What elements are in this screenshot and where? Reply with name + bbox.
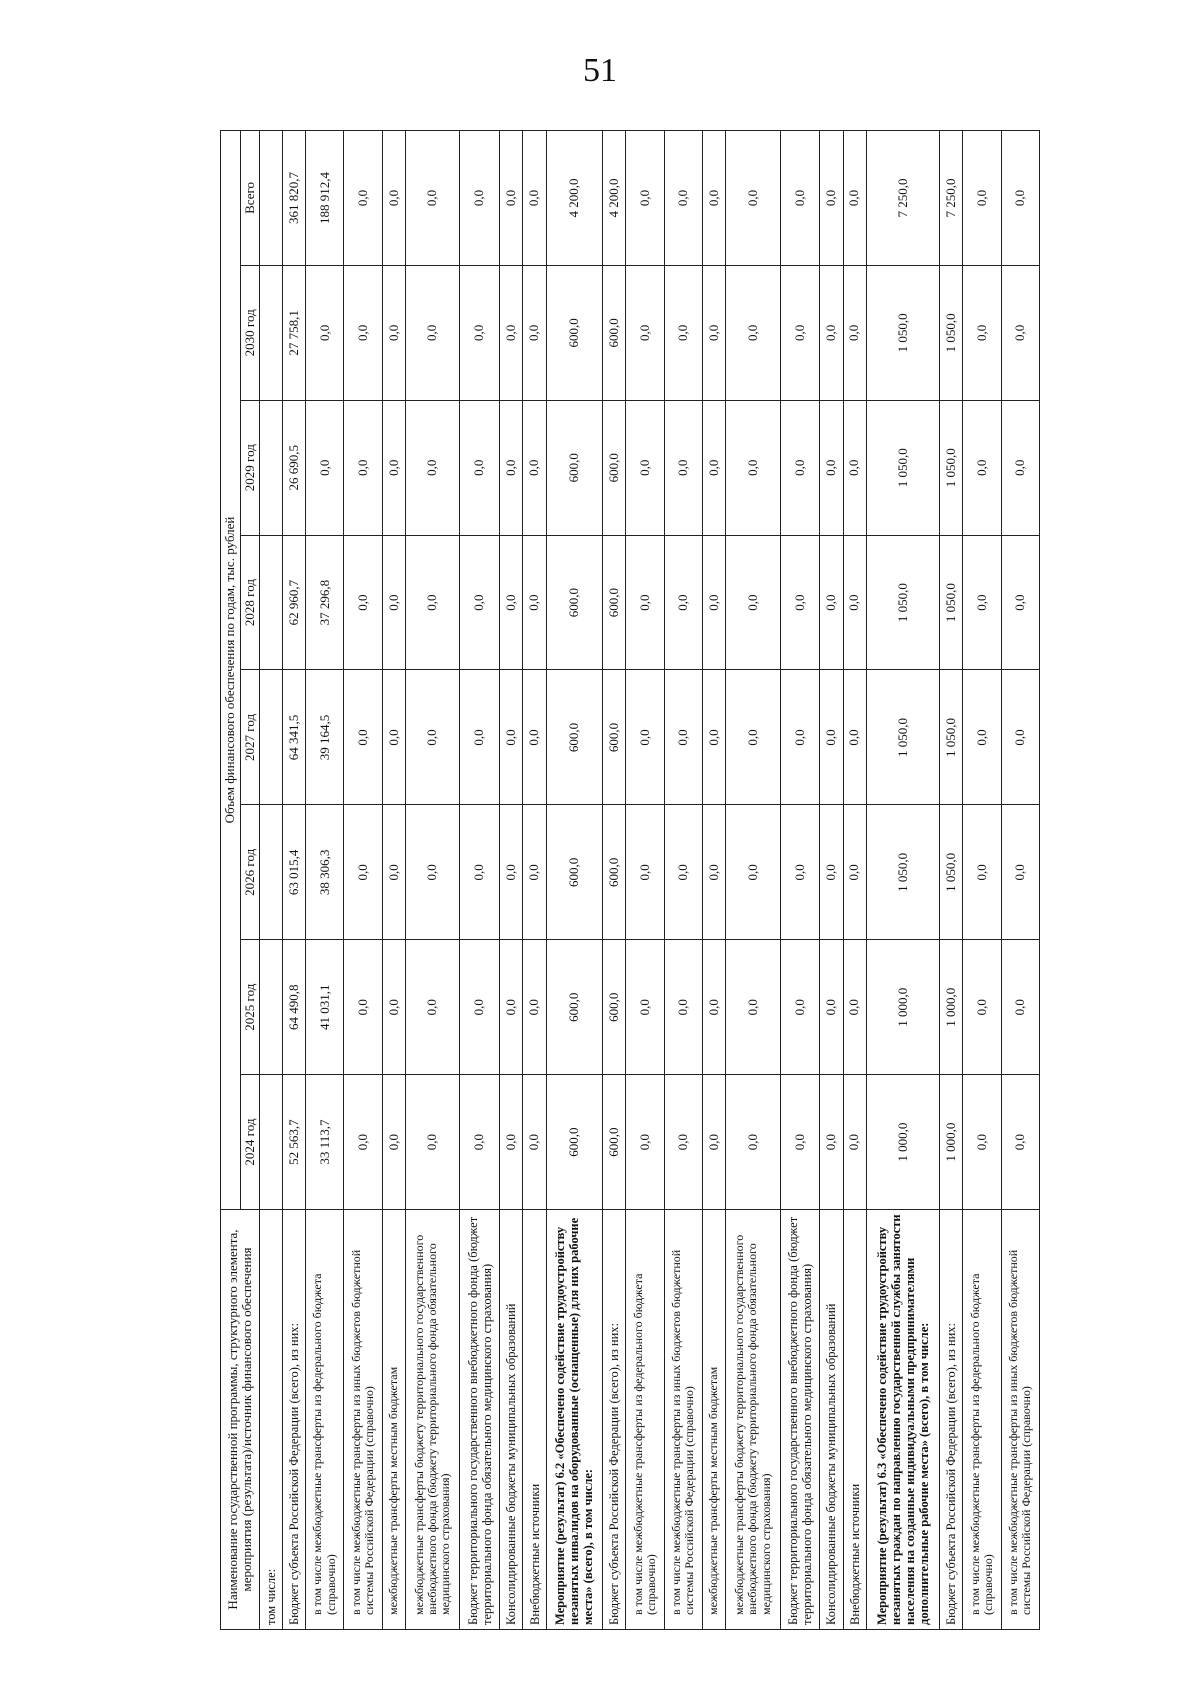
- value-cell: 0,0: [460, 265, 500, 400]
- value-cell: 0,0: [726, 805, 780, 940]
- value-cell: 0,0: [963, 805, 1001, 940]
- value-cell: 0,0: [406, 535, 460, 670]
- column-header-name: Наименование государственной программы, структурного элемента, мероприятия (результата)/источник финансового обеспечения: [221, 1210, 260, 1630]
- row-label: межбюджетные трансферты местным бюджетам: [382, 1210, 405, 1630]
- value-cell: 0,0: [702, 131, 725, 266]
- value-cell: 0,0: [820, 940, 843, 1075]
- table-row: [780, 131, 820, 1630]
- value-cell: 0,0: [523, 265, 546, 400]
- value-cell: 0,0: [460, 535, 500, 670]
- row-label: Бюджет субъекта Российской Федерации (всего), из них:: [282, 1210, 305, 1630]
- value-cell: 600,0: [603, 265, 626, 400]
- value-cell: 0,0: [843, 400, 866, 535]
- value-cell: 0,0: [499, 940, 522, 1075]
- value-cell: 0,0: [499, 1075, 522, 1210]
- value-cell: 1 000,0: [866, 1075, 939, 1210]
- value-cell: 4 200,0: [603, 131, 626, 266]
- value-cell: 600,0: [546, 940, 602, 1075]
- value-cell: 0,0: [499, 805, 522, 940]
- value-cell: 0,0: [664, 940, 702, 1075]
- value-cell: 0,0: [523, 670, 546, 805]
- value-cell: 0,0: [626, 1075, 664, 1210]
- value-cell: 0,0: [382, 535, 405, 670]
- value-cell: 52 563,7: [282, 1075, 305, 1210]
- value-cell: 0,0: [344, 131, 382, 266]
- value-cell: 600,0: [603, 400, 626, 535]
- value-cell: 0,0: [523, 940, 546, 1075]
- value-cell: 0,0: [702, 1075, 725, 1210]
- value-cell: 0,0: [382, 131, 405, 266]
- value-cell: 0,0: [664, 265, 702, 400]
- value-cell: 0,0: [460, 805, 500, 940]
- value-cell: 0,0: [499, 670, 522, 805]
- value-cell: 0,0: [1001, 940, 1039, 1075]
- value-cell: 0,0: [306, 400, 344, 535]
- value-cell: 0,0: [406, 1075, 460, 1210]
- value-cell: 600,0: [546, 535, 602, 670]
- value-cell: 62 960,7: [282, 535, 305, 670]
- row-label: Бюджет территориального государственного внебюджетного фонда (бюджет территориального фонда обязательного медицинского страхования): [780, 1210, 820, 1630]
- value-cell: [260, 131, 283, 266]
- value-cell: 600,0: [603, 940, 626, 1075]
- table-row: [406, 131, 460, 1630]
- row-label: Консолидированные бюджеты муниципальных образований: [820, 1210, 843, 1630]
- value-cell: [260, 670, 283, 805]
- value-cell: 0,0: [499, 131, 522, 266]
- value-cell: 0,0: [843, 535, 866, 670]
- value-cell: 0,0: [626, 535, 664, 670]
- row-label: в том числе межбюджетные трансферты из федерального бюджета (справочно): [963, 1210, 1001, 1630]
- table-row: [344, 131, 382, 1630]
- value-cell: 0,0: [963, 400, 1001, 535]
- value-cell: 0,0: [820, 805, 843, 940]
- row-label: Мероприятие (результат) 6.3 «Обеспечено содействие трудоустройству незанятых граждан по направлению государственной службы занятости населения на созданные индивидуальными предпринимателями дополнительные рабочие места» (всего), в том числе:: [866, 1210, 939, 1630]
- value-cell: 0,0: [344, 265, 382, 400]
- table-row: [843, 131, 866, 1630]
- value-cell: [260, 805, 283, 940]
- rotated-table-container: [220, 130, 1040, 1630]
- row-label: в том числе межбюджетные трансферты из иных бюджетов бюджетной системы Российской Федерации (справочно): [344, 1210, 382, 1630]
- value-cell: 0,0: [382, 1075, 405, 1210]
- value-cell: 0,0: [406, 940, 460, 1075]
- value-cell: 0,0: [726, 1075, 780, 1210]
- value-cell: 0,0: [843, 131, 866, 266]
- column-header-year: Всего: [240, 131, 260, 266]
- value-cell: 7 250,0: [940, 131, 963, 266]
- value-cell: 0,0: [843, 265, 866, 400]
- value-cell: 63 015,4: [282, 805, 305, 940]
- value-cell: 600,0: [603, 1075, 626, 1210]
- row-label: межбюджетные трансферты местным бюджетам: [702, 1210, 725, 1630]
- value-cell: 39 164,5: [306, 670, 344, 805]
- value-cell: 0,0: [780, 670, 820, 805]
- value-cell: 0,0: [406, 131, 460, 266]
- value-cell: 0,0: [702, 805, 725, 940]
- value-cell: 0,0: [780, 265, 820, 400]
- row-label: в том числе межбюджетные трансферты из иных бюджетов бюджетной системы Российской Федерации (справочно): [1001, 1210, 1039, 1630]
- value-cell: 0,0: [1001, 1075, 1039, 1210]
- table-row: [499, 131, 522, 1630]
- value-cell: 38 306,3: [306, 805, 344, 940]
- value-cell: 0,0: [344, 1075, 382, 1210]
- value-cell: 0,0: [664, 1075, 702, 1210]
- value-cell: 0,0: [726, 400, 780, 535]
- value-cell: 7 250,0: [866, 131, 939, 266]
- value-cell: 1 050,0: [940, 535, 963, 670]
- value-cell: 64 341,5: [282, 670, 305, 805]
- column-header-year: 2026 год: [240, 805, 260, 940]
- value-cell: 1 050,0: [940, 670, 963, 805]
- row-label: Внебюджетные источники: [523, 1210, 546, 1630]
- row-label: Бюджет субъекта Российской Федерации (всего), из них:: [940, 1210, 963, 1630]
- value-cell: 64 490,8: [282, 940, 305, 1075]
- value-cell: 0,0: [460, 1075, 500, 1210]
- value-cell: 600,0: [603, 535, 626, 670]
- value-cell: 0,0: [626, 265, 664, 400]
- value-cell: 0,0: [523, 1075, 546, 1210]
- table-row: [664, 131, 702, 1630]
- value-cell: 0,0: [306, 265, 344, 400]
- value-cell: 0,0: [664, 535, 702, 670]
- value-cell: 1 050,0: [940, 400, 963, 535]
- value-cell: 0,0: [626, 805, 664, 940]
- value-cell: 0,0: [344, 670, 382, 805]
- value-cell: 0,0: [780, 400, 820, 535]
- value-cell: 33 113,7: [306, 1075, 344, 1210]
- value-cell: 0,0: [820, 265, 843, 400]
- value-cell: 0,0: [1001, 265, 1039, 400]
- value-cell: 0,0: [460, 670, 500, 805]
- value-cell: 1 050,0: [866, 265, 939, 400]
- value-cell: 0,0: [626, 670, 664, 805]
- table-row: [726, 131, 780, 1630]
- value-cell: 0,0: [963, 670, 1001, 805]
- value-cell: 0,0: [726, 265, 780, 400]
- value-cell: [260, 940, 283, 1075]
- column-header-year: 2025 год: [240, 940, 260, 1075]
- value-cell: 0,0: [523, 535, 546, 670]
- value-cell: 0,0: [1001, 131, 1039, 266]
- value-cell: 0,0: [406, 265, 460, 400]
- value-cell: 0,0: [626, 400, 664, 535]
- value-cell: 0,0: [702, 535, 725, 670]
- value-cell: 0,0: [820, 670, 843, 805]
- value-cell: 0,0: [1001, 670, 1039, 805]
- row-label: межбюджетные трансферты бюджету территориального государственного внебюджетного фонда (бюджету территориального фонда обязательного медицинского страхования): [726, 1210, 780, 1630]
- table-row: [866, 131, 939, 1630]
- table-row: [702, 131, 725, 1630]
- value-cell: 0,0: [344, 400, 382, 535]
- value-cell: 0,0: [344, 535, 382, 670]
- value-cell: [260, 1075, 283, 1210]
- value-cell: 0,0: [499, 535, 522, 670]
- table-row: [260, 131, 283, 1630]
- row-label: Бюджет субъекта Российской Федерации (всего), из них:: [603, 1210, 626, 1630]
- table-body: [260, 131, 1040, 1630]
- value-cell: 0,0: [726, 535, 780, 670]
- row-label: в том числе межбюджетные трансферты из федерального бюджета (справочно): [626, 1210, 664, 1630]
- value-cell: 0,0: [780, 940, 820, 1075]
- value-cell: 0,0: [382, 670, 405, 805]
- column-header-year: 2028 год: [240, 535, 260, 670]
- value-cell: 1 050,0: [866, 400, 939, 535]
- value-cell: 1 000,0: [940, 1075, 963, 1210]
- table-row: [546, 131, 602, 1630]
- value-cell: 0,0: [626, 940, 664, 1075]
- value-cell: 0,0: [1001, 400, 1039, 535]
- value-cell: [260, 400, 283, 535]
- value-cell: 0,0: [1001, 805, 1039, 940]
- value-cell: [260, 535, 283, 670]
- value-cell: 0,0: [963, 265, 1001, 400]
- column-header-year: 2027 год: [240, 670, 260, 805]
- value-cell: 0,0: [820, 400, 843, 535]
- table-row: [460, 131, 500, 1630]
- value-cell: 0,0: [664, 400, 702, 535]
- value-cell: 0,0: [382, 400, 405, 535]
- value-cell: 0,0: [406, 400, 460, 535]
- value-cell: 188 912,4: [306, 131, 344, 266]
- value-cell: 361 820,7: [282, 131, 305, 266]
- value-cell: 26 690,5: [282, 400, 305, 535]
- table-row: [940, 131, 963, 1630]
- table-row: [1001, 131, 1039, 1630]
- value-cell: 1 000,0: [866, 940, 939, 1075]
- value-cell: 0,0: [726, 131, 780, 266]
- row-label: Консолидированные бюджеты муниципальных образований: [499, 1210, 522, 1630]
- value-cell: 600,0: [603, 670, 626, 805]
- value-cell: 0,0: [523, 805, 546, 940]
- row-label: Внебюджетные источники: [843, 1210, 866, 1630]
- value-cell: 0,0: [382, 265, 405, 400]
- row-label: межбюджетные трансферты бюджету территориального государственного внебюджетного фонда (бюджету территориального фонда обязательного медицинского страхования): [406, 1210, 460, 1630]
- value-cell: 0,0: [382, 805, 405, 940]
- value-cell: 0,0: [820, 1075, 843, 1210]
- value-cell: 0,0: [963, 131, 1001, 266]
- value-cell: 0,0: [499, 265, 522, 400]
- table-row: [603, 131, 626, 1630]
- value-cell: 0,0: [664, 805, 702, 940]
- table-row: [626, 131, 664, 1630]
- value-cell: 0,0: [843, 805, 866, 940]
- column-group-header: Объем финансового обеспечения по годам, тыс. рублей: [221, 131, 241, 1210]
- value-cell: 0,0: [726, 670, 780, 805]
- value-cell: 41 031,1: [306, 940, 344, 1075]
- value-cell: 1 050,0: [866, 670, 939, 805]
- value-cell: 1 050,0: [940, 265, 963, 400]
- value-cell: 0,0: [626, 131, 664, 266]
- row-label: том числе:: [260, 1210, 283, 1630]
- value-cell: 0,0: [780, 131, 820, 266]
- value-cell: 0,0: [344, 940, 382, 1075]
- value-cell: 600,0: [603, 805, 626, 940]
- value-cell: 0,0: [963, 535, 1001, 670]
- value-cell: 600,0: [546, 805, 602, 940]
- row-label: в том числе межбюджетные трансферты из иных бюджетов бюджетной системы Российской Федерации (справочно): [664, 1210, 702, 1630]
- value-cell: 0,0: [780, 535, 820, 670]
- value-cell: 0,0: [460, 940, 500, 1075]
- value-cell: 27 758,1: [282, 265, 305, 400]
- value-cell: 0,0: [702, 670, 725, 805]
- value-cell: 0,0: [963, 940, 1001, 1075]
- value-cell: 0,0: [702, 265, 725, 400]
- table-row: [820, 131, 843, 1630]
- value-cell: 1 050,0: [940, 805, 963, 940]
- table-header-row: [221, 131, 241, 1630]
- column-header-year: 2029 год: [240, 400, 260, 535]
- value-cell: 0,0: [843, 1075, 866, 1210]
- value-cell: 0,0: [702, 940, 725, 1075]
- value-cell: 0,0: [726, 940, 780, 1075]
- value-cell: 0,0: [820, 535, 843, 670]
- value-cell: 600,0: [546, 265, 602, 400]
- column-header-year: 2030 год: [240, 265, 260, 400]
- row-label: Бюджет территориального государственного внебюджетного фонда (бюджет территориального фонда обязательного медицинского страхования): [460, 1210, 500, 1630]
- value-cell: 0,0: [523, 400, 546, 535]
- value-cell: 0,0: [406, 805, 460, 940]
- value-cell: 0,0: [820, 131, 843, 266]
- value-cell: 0,0: [382, 940, 405, 1075]
- table-row: [282, 131, 305, 1630]
- value-cell: 600,0: [546, 1075, 602, 1210]
- row-label: в том числе межбюджетные трансферты из федерального бюджета (справочно): [306, 1210, 344, 1630]
- value-cell: 0,0: [460, 400, 500, 535]
- value-cell: 600,0: [546, 670, 602, 805]
- value-cell: [260, 265, 283, 400]
- value-cell: 0,0: [344, 805, 382, 940]
- value-cell: 0,0: [843, 940, 866, 1075]
- value-cell: 600,0: [546, 400, 602, 535]
- value-cell: 0,0: [499, 400, 522, 535]
- value-cell: 0,0: [664, 131, 702, 266]
- value-cell: 0,0: [406, 670, 460, 805]
- table-row: [382, 131, 405, 1630]
- value-cell: 4 200,0: [546, 131, 602, 266]
- value-cell: 0,0: [780, 1075, 820, 1210]
- value-cell: 0,0: [780, 805, 820, 940]
- value-cell: 1 050,0: [866, 535, 939, 670]
- value-cell: 0,0: [843, 670, 866, 805]
- table-row: [963, 131, 1001, 1630]
- value-cell: 1 000,0: [940, 940, 963, 1075]
- value-cell: 0,0: [1001, 535, 1039, 670]
- page-number: 51: [583, 52, 617, 89]
- value-cell: 0,0: [664, 670, 702, 805]
- value-cell: 1 050,0: [866, 805, 939, 940]
- value-cell: 0,0: [702, 400, 725, 535]
- column-header-year: 2024 год: [240, 1075, 260, 1210]
- value-cell: 37 296,8: [306, 535, 344, 670]
- value-cell: 0,0: [963, 1075, 1001, 1210]
- row-label: Мероприятие (результат) 6.2 «Обеспечено содействие трудоустройству незанятых инвалидов на оборудованные (оснащенные) для них рабочие места» (всего), в том числе:: [546, 1210, 602, 1630]
- financing-table: [220, 130, 1040, 1630]
- value-cell: 0,0: [460, 131, 500, 266]
- table-row: [523, 131, 546, 1630]
- table-row: [306, 131, 344, 1630]
- value-cell: 0,0: [523, 131, 546, 266]
